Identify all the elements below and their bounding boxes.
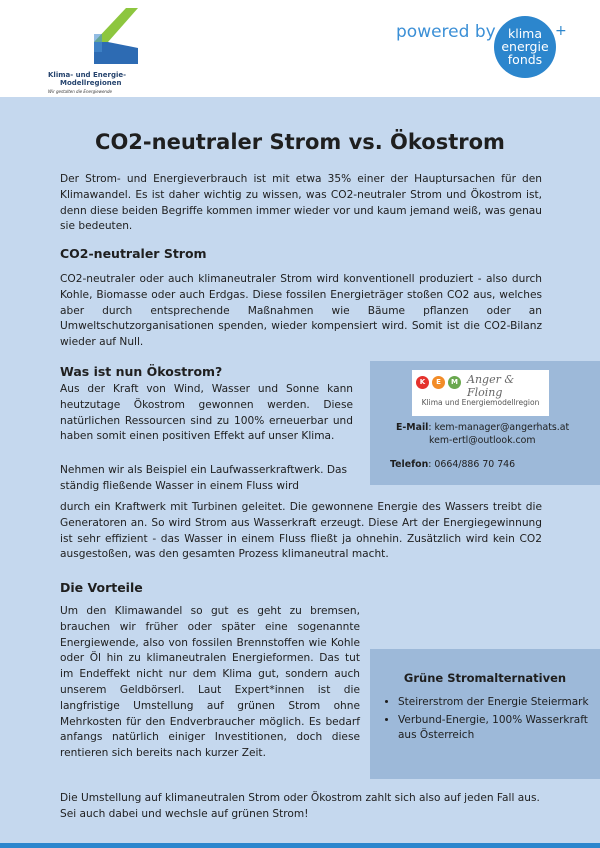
- section-text-co2: CO2-neutraler oder auch klimaneutraler Strom wird konventionell produziert - also durch Kohle, Biomasse oder auch Erdgas. Diese fossilen Energieträger stoßen CO2 aus, welches aber durch entsprechende Maßnahmen wie Bäume pflanzen oder an Umweltschutzorganisationen spenden, wieder kompensiert wird. Somit ist die CO2-Bilanz wieder auf Null.: [60, 273, 542, 349]
- email-link-2[interactable]: kem-ertl@outlook.com: [429, 435, 536, 446]
- section-text-oekostrom-3: durch ein Kraftwerk mit Turbinen geleitet. Die gewonnene Energie des Wassers treibt die Generatoren an. So wird Strom aus Wasserkraft erzeugt. Diese Art der Energiegewinnung ist sehr effizient - das Wasser in einem Fluss fließt ja ohnehin. Zusätzlich wird kein CO2 ausgestoßen, was den gesamten Prozess klimaneutral macht.: [60, 501, 542, 561]
- anger-floing-subtitle: Klima und Energiemodellregion: [421, 398, 540, 407]
- list-item: • Verbund-Energie, 100% Wasserkraft aus Österreich: [398, 713, 600, 744]
- alternatives-box: [370, 649, 600, 779]
- klima-energie-fonds-logo: [494, 16, 556, 78]
- intro-paragraph: Der Strom- und Energieverbrauch ist mit etwa 35% einer der Hauptursachen für den Klimawandel. Es ist daher wichtig zu wissen, was CO2-neutraler Strom und Ökostrom ist, denn diese beiden Begriffe kommen immer wieder vor und kaum jemand weiß, was genau sie bedeuten.: [60, 173, 542, 233]
- phone-label: Telefon: [390, 459, 429, 470]
- section-heading-co2: CO2-neutraler Strom: [60, 246, 207, 261]
- kem-m-icon: M: [448, 376, 461, 389]
- fonds-line-fonds: fonds: [507, 52, 543, 67]
- fonds-line-klima: klima: [507, 26, 543, 41]
- kem-logo: [48, 8, 158, 98]
- kem-tagline: Wir gestalten die Energiewende: [48, 89, 112, 94]
- kem-name-line2: Modellregionen: [60, 79, 122, 87]
- section-text-oekostrom: Aus der Kraft von Wind, Wasser und Sonne kann heutzutage Ökostrom gewonnen werden. Diese natürlichen Ressourcen sind zu 100% erneuerbar und haben somit einen positiven Effekt auf unser Klima.: [60, 383, 353, 443]
- kem-k-icon: K: [416, 376, 429, 389]
- section-text-vorteile: Um den Klimawandel so gut es geht zu bremsen, brauchen wir früher oder später eine sogenannte Energiewende, also von fossilen Brennstoffen wie Kohle oder Öl hin zu klimaneutralen Energieformen. Das tut im Endeffekt nicht nur dem Klima gut, sondern auch unserem Geldbörserl. Laut Expert*innen ist die langfristige Umstellung auf grünen Strom ohne Mehrkosten für den Endverbraucher möglich. Es bedarf anfangs natürlich einiger Investitionen, doch diese rentieren sich bereits nach kurzer Zeit.: [60, 605, 360, 760]
- kem-logo-icon: [94, 8, 142, 64]
- contact-box: [370, 361, 600, 485]
- email-label: E-Mail: [396, 422, 429, 433]
- closing-paragraph: Die Umstellung auf klimaneutralen Strom oder Ökostrom zahlt sich also auf jeden Fall aus. Sei auch dabei und wechsle auf grünen Strom!: [60, 792, 540, 820]
- alternatives-title: Grüne Stromalternativen: [403, 671, 567, 685]
- section-heading-vorteile: Die Vorteile: [60, 580, 143, 595]
- contact-email-line-2: [429, 435, 536, 447]
- section-text-oekostrom-2: Nehmen wir als Beispiel ein Laufwasserkraftwerk. Das ständig fließende Wasser in einem Fluss wird: [60, 464, 347, 492]
- contact-email-line: E-Mail: kem-manager@angerhats.at: [396, 422, 570, 433]
- fonds-line-energie: energie: [501, 39, 549, 54]
- fonds-plus-icon: +: [555, 23, 567, 39]
- powered-by-text: powered by: [396, 22, 496, 42]
- kem-e-icon: E: [432, 376, 445, 389]
- alternatives-list: [384, 695, 600, 746]
- section-heading-oekostrom: Was ist nun Ökostrom?: [60, 364, 223, 379]
- email-link-1[interactable]: kem-manager@angerhats.at: [434, 422, 570, 433]
- footer-bar: [0, 843, 600, 848]
- header-band: [0, 0, 600, 97]
- anger-floing-name: Anger & Floing: [467, 373, 515, 399]
- kem-name-line1: Klima- und Energie-: [48, 71, 127, 79]
- anger-floing-logo: [412, 370, 549, 416]
- phone-number[interactable]: 0664/886 70 746: [434, 459, 516, 470]
- contact-phone-line: Telefon: 0664/886 70 746: [390, 459, 516, 470]
- list-item: • Steirerstrom der Energie Steiermark: [398, 695, 600, 711]
- page-title: CO2-neutraler Strom vs. Ökostrom: [95, 130, 505, 154]
